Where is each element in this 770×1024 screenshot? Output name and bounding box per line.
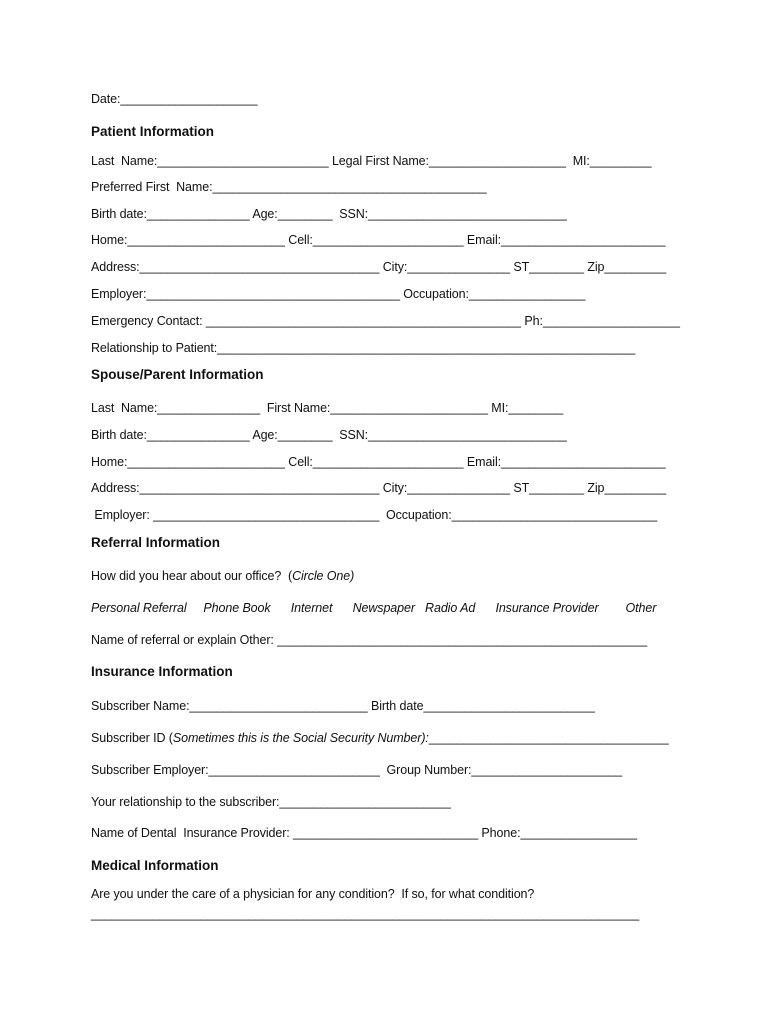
patient-birth-age-ssn-fields[interactable]: Birth date:_______________ Age:________ SSN:_____________________________ xyxy=(91,207,567,221)
insurance-provider-fields[interactable]: Name of Dental Insurance Provider: ___________________________ Phone:_________________ xyxy=(91,826,637,840)
relationship-to-patient-field[interactable]: Relationship to Patient:_____________________________________________________________ xyxy=(91,341,636,355)
subscriber-id-field[interactable] xyxy=(91,730,669,746)
emergency-contact-fields[interactable]: Emergency Contact: ______________________________________________ Ph:____________________ xyxy=(91,314,680,328)
patient-address-fields[interactable]: Address:___________________________________ City:_______________ ST________ Zip_________ xyxy=(91,260,667,274)
spouse-employer-fields[interactable]: Employer: _________________________________ Occupation:______________________________ xyxy=(91,508,658,522)
subscriber-relationship-field[interactable]: Your relationship to the subscriber:_________________________ xyxy=(91,795,451,809)
referral-question-text: How did you hear about our office? ( xyxy=(91,569,293,583)
subscriber-id-blank[interactable]: ___________________________________ xyxy=(428,731,669,745)
physician-care-question: Are you under the care of a physician for any condition? If so, for what condition? xyxy=(91,887,535,901)
spouse-phone-email-fields[interactable]: Home:_______________________ Cell:______________________ Email:________________________ xyxy=(91,455,666,469)
circle-one-note: Circle One) xyxy=(292,569,355,583)
patient-information-heading: Patient Information xyxy=(91,124,215,139)
referral-question xyxy=(91,568,354,584)
spouse-name-fields[interactable]: Last Name:_______________ First Name:_______________________ MI:________ xyxy=(91,401,564,415)
date-field[interactable]: Date:____________________ xyxy=(91,92,258,106)
referral-name-field[interactable]: Name of referral or explain Other: ______________________________________________________ xyxy=(91,633,648,647)
spouse-birth-age-ssn-fields[interactable]: Birth date:_______________ Age:________ SSN:_____________________________ xyxy=(91,428,567,442)
spouse-address-fields[interactable]: Address:___________________________________ City:_______________ ST________ Zip_________ xyxy=(91,481,667,495)
insurance-information-heading: Insurance Information xyxy=(91,664,233,679)
patient-name-fields[interactable]: Last Name:_________________________ Legal First Name:____________________ MI:_________ xyxy=(91,154,652,168)
patient-phone-email-fields[interactable]: Home:_______________________ Cell:______________________ Email:________________________ xyxy=(91,233,666,247)
referral-information-heading: Referral Information xyxy=(91,535,221,550)
referral-options[interactable]: Personal Referral Phone Book Internet Newspaper Radio Ad Insurance Provider Other xyxy=(91,601,657,615)
subscriber-id-note: Sometimes this is the Social Security Number): xyxy=(172,731,429,745)
subscriber-name-fields[interactable]: Subscriber Name:__________________________ Birth date_________________________ xyxy=(91,699,595,713)
spouse-parent-information-heading: Spouse/Parent Information xyxy=(91,367,264,382)
patient-preferred-name-field[interactable]: Preferred First Name:________________________________________ xyxy=(91,180,487,194)
subscriber-employer-fields[interactable]: Subscriber Employer:_________________________ Group Number:______________________ xyxy=(91,763,623,777)
physician-care-answer-field[interactable]: ________________________________________________________________________________ xyxy=(91,907,640,921)
medical-information-heading: Medical Information xyxy=(91,858,219,873)
patient-employer-fields[interactable]: Employer:_____________________________________ Occupation:_________________ xyxy=(91,287,586,301)
subscriber-id-label: Subscriber ID ( xyxy=(91,731,173,745)
